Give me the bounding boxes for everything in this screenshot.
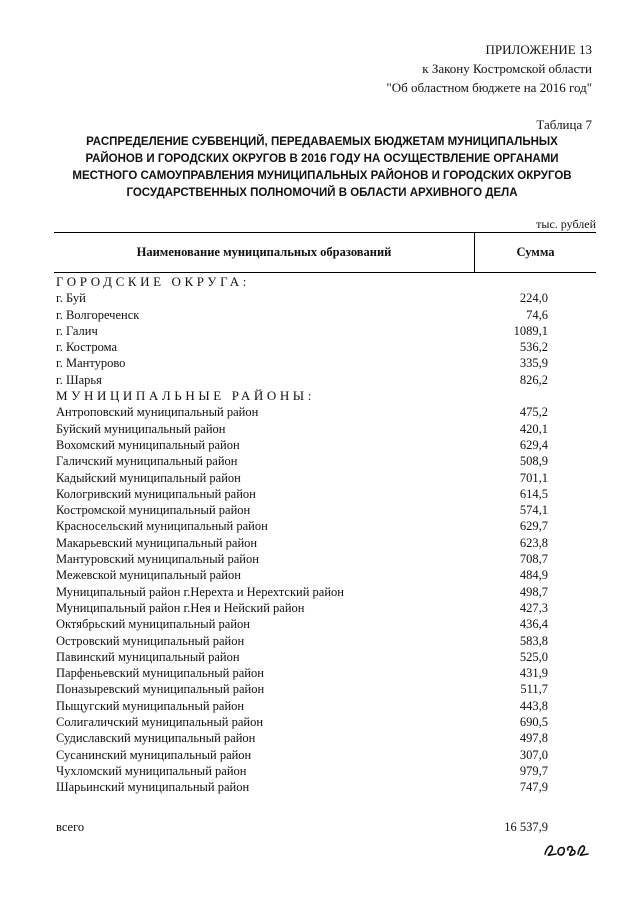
municipality-name: Антроповский муниципальный район (56, 405, 259, 420)
municipality-name: Островский муниципальный район (56, 633, 245, 648)
table-row (56, 633, 596, 649)
municipality-name: Межевской муниципальный район (56, 568, 241, 583)
table-row (56, 404, 596, 420)
municipality-name: Шарьинский муниципальный район (56, 780, 250, 795)
table-row (56, 486, 596, 502)
subvention-amount: 1089,1 (513, 323, 548, 338)
subvention-amount: 508,9 (519, 454, 548, 469)
column-header-name: Наименование муниципальных образований (136, 245, 392, 259)
municipality-name: Кологривский муниципальный район (56, 486, 256, 501)
document-header (386, 40, 592, 97)
document-title (52, 134, 592, 202)
units-label: тыс. рублей (536, 217, 596, 231)
table-row (56, 421, 596, 437)
table-row (56, 665, 596, 681)
subvention-amount: 475,2 (519, 405, 548, 420)
total-label: всего (56, 820, 85, 834)
subvention-amount: 826,2 (519, 372, 548, 387)
subvention-amount: 436,4 (519, 617, 548, 632)
subvention-amount: 420,1 (519, 421, 548, 436)
subvention-amount: 629,4 (519, 437, 548, 452)
subvention-amount: 335,9 (519, 356, 548, 371)
subvention-amount: 484,9 (519, 568, 548, 583)
subvention-amount: 74,6 (526, 307, 548, 322)
municipality-name: г. Буй (56, 291, 86, 306)
subvention-amount: 690,5 (519, 715, 548, 730)
title-line-3: МЕСТНОГО САМОУПРАВЛЕНИЯ МУНИЦИПАЛЬНЫХ РАЙОНОВ И ГОРОДСКИХ ОКРУГОВ (72, 170, 572, 182)
section-heading-row (56, 274, 596, 290)
law-reference: к Закону Костромской области (422, 61, 592, 76)
appendix-label: ПРИЛОЖЕНИЕ 13 (485, 42, 592, 57)
municipality-name: Буйский муниципальный район (56, 421, 226, 436)
subvention-amount: 623,8 (519, 535, 548, 550)
table-header (54, 232, 596, 273)
municipality-name: Солигаличский муниципальный район (56, 715, 264, 730)
subvention-amount: 574,1 (519, 503, 548, 518)
table-row (56, 600, 596, 616)
table-row (56, 567, 596, 583)
table-row (56, 372, 596, 388)
subvention-amount: 614,5 (519, 486, 548, 501)
table-row (56, 535, 596, 551)
table-row (56, 730, 596, 746)
subvention-amount: 511,7 (520, 682, 548, 697)
table-row (56, 339, 596, 355)
subvention-amount: 497,8 (519, 731, 548, 746)
section-heading: МУНИЦИПАЛЬНЫЕ РАЙОНЫ: (56, 388, 315, 404)
municipality-name: Парфеньевский муниципальный район (56, 666, 264, 681)
municipality-name: г. Мантурово (56, 356, 126, 371)
title-line-1: РАСПРЕДЕЛЕНИЕ СУБВЕНЦИЙ, ПЕРЕДАВАЕМЫХ БЮДЖЕТАМ МУНИЦИПАЛЬНЫХ (86, 136, 558, 148)
municipality-name: Октябрьский муниципальный район (56, 617, 250, 632)
table-row (56, 518, 596, 534)
table-row (56, 649, 596, 665)
table-row (56, 714, 596, 730)
table-row (56, 698, 596, 714)
subvention-amount: 701,1 (519, 470, 548, 485)
table-body (56, 274, 596, 796)
table-row (56, 747, 596, 763)
table-row (56, 437, 596, 453)
table-row (56, 355, 596, 371)
title-line-2: РАЙОНОВ И ГОРОДСКИХ ОКРУГОВ В 2016 ГОДУ НА ОСУЩЕСТВЛЕНИЕ ОРГАНАМИ (85, 153, 559, 165)
municipality-name: Павинский муниципальный район (56, 649, 240, 664)
municipality-name: Вохомский муниципальный район (56, 437, 240, 452)
subvention-amount: 427,3 (519, 600, 548, 615)
section-heading: ГОРОДСКИЕ ОКРУГА: (56, 274, 250, 289)
municipality-name: Судиславский муниципальный район (56, 731, 256, 746)
table-row (56, 502, 596, 518)
municipality-name: Поназыревский муниципальный район (56, 682, 265, 697)
table-row (56, 551, 596, 567)
municipality-name: Макарьевский муниципальный район (56, 535, 258, 550)
municipality-name: Кадыйский муниципальный район (56, 470, 241, 485)
municipality-name: Чухломский муниципальный район (56, 763, 247, 778)
table-row (56, 681, 596, 697)
subvention-amount: 525,0 (519, 649, 548, 664)
municipality-name: Муниципальный район г.Нея и Нейский район (56, 600, 305, 615)
handwritten-page-number (542, 838, 590, 858)
table-row (56, 323, 596, 339)
subvention-amount: 536,2 (519, 340, 548, 355)
municipality-name: Муниципальный район г.Нерехта и Нерехтский район (56, 584, 344, 599)
table-row (56, 290, 596, 306)
table-row (56, 616, 596, 632)
column-header-sum: Сумма (474, 233, 596, 272)
total-row (56, 820, 596, 835)
municipality-name: г. Кострома (56, 340, 118, 355)
subvention-amount: 583,8 (519, 633, 548, 648)
section-heading-row (56, 388, 596, 404)
subvention-amount (476, 274, 596, 290)
municipality-name: г. Шарья (56, 372, 102, 387)
municipality-name: г. Волгореченск (56, 307, 140, 322)
table-row (56, 470, 596, 486)
subvention-amount: 708,7 (519, 552, 548, 567)
municipality-name: Сусанинский муниципальный район (56, 747, 252, 762)
subvention-amount: 224,0 (519, 291, 548, 306)
subvention-amount: 979,7 (519, 763, 548, 778)
table-row (56, 307, 596, 323)
subvention-amount: 431,9 (519, 666, 548, 681)
table-row (56, 763, 596, 779)
municipality-name: Галичский муниципальный район (56, 454, 238, 469)
total-value: 16 537,9 (504, 820, 548, 834)
subvention-amount (476, 388, 596, 404)
subvention-amount: 498,7 (519, 584, 548, 599)
subvention-amount: 629,7 (519, 519, 548, 534)
table-row (56, 779, 596, 795)
table-row (56, 453, 596, 469)
municipality-name: Пыщугский муниципальный район (56, 698, 245, 713)
municipality-name: Мантуровский муниципальный район (56, 552, 259, 567)
table-number: Таблица 7 (536, 117, 592, 132)
subvention-amount: 747,9 (519, 780, 548, 795)
law-title: "Об областном бюджете на 2016 год" (386, 80, 592, 95)
subvention-amount: 307,0 (519, 747, 548, 762)
municipality-name: Костромской муниципальный район (56, 503, 251, 518)
title-line-4: ГОСУДАРСТВЕННЫХ ПОЛНОМОЧИЙ В ОБЛАСТИ АРХИВНОГО ДЕЛА (126, 187, 518, 199)
municipality-name: г. Галич (56, 323, 98, 338)
table-row (56, 584, 596, 600)
subvention-amount: 443,8 (519, 698, 548, 713)
municipality-name: Красносельский муниципальный район (56, 519, 268, 534)
